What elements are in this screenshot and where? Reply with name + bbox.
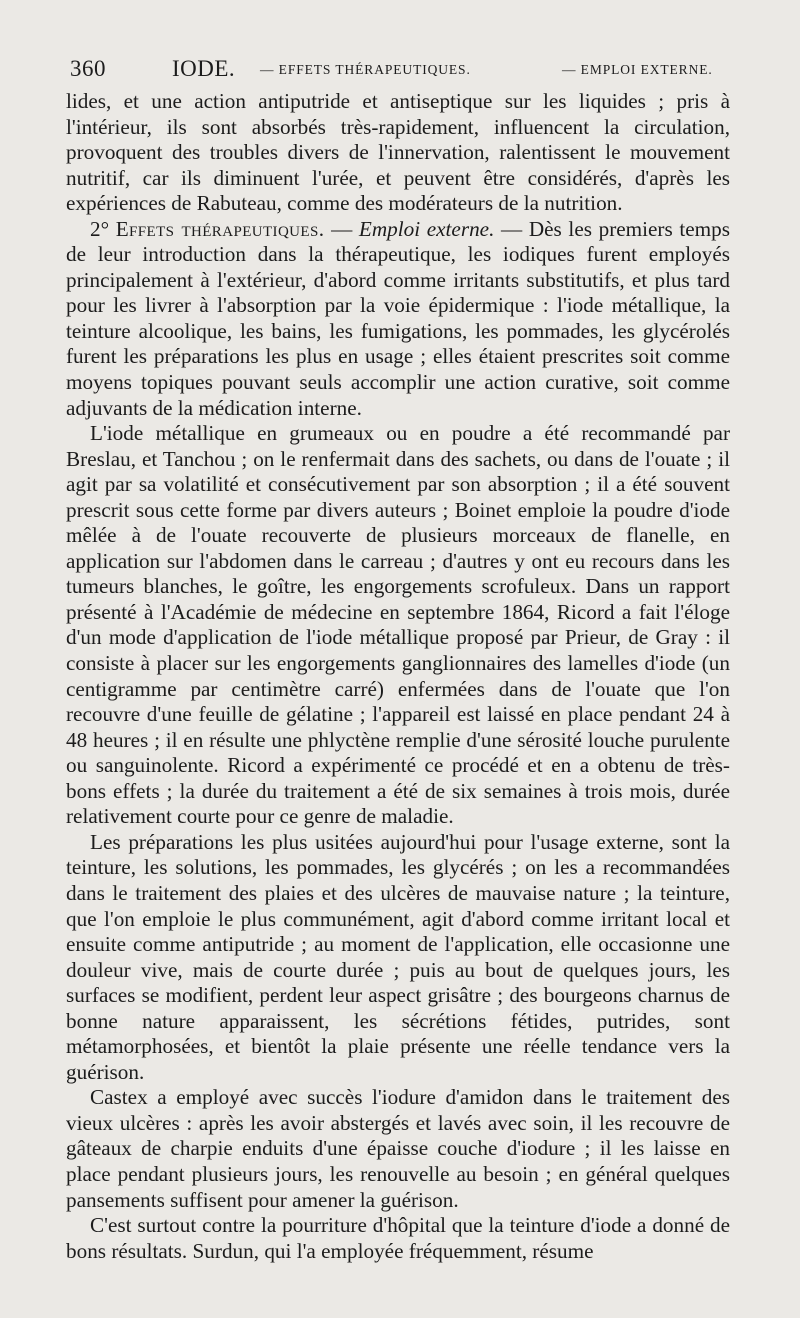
paragraph-text: — Dès les premiers temps de leur introduction dans la thérapeutique, les iodiques furent employés principalement à l'extérieur, d'abord comme irritants substitutifs, et plus tard pour les livrer à l'absorption par la voie épidermique : l'iode métallique, la teinture alcoolique, les bains, les fumigations, les pommades, les glycérolés furent les préparations les plus en usage ; elles étaient prescrites soit comme moyens topiques pouvant seuls accomplir une action curative, soit comme adjuvants de la médication interne. — [66, 216, 730, 420]
section-number: 2° — [90, 216, 110, 241]
running-header — [70, 56, 734, 88]
paragraph-metallic-iodine: L'iode métallique en grumeaux ou en poudre a été recommandé par Breslau, et Tanchou ; on le renfermait dans des sachets, ou dans de l'ouate ; il agit par sa volatilité et consécutivement par son absorption ; il a été souvent prescrit sous cette forme par divers auteurs ; Boinet emploie la poudre d'iode mêlée à de l'ouate recouverte de plusieurs morceaux de flanelle, en application sur l'abdomen dans le carreau ; d'autres y ont eu recours dans les tumeurs blanches, le goître, les engorgements scrofuleux. Dans un rapport présenté à l'Académie de médecine en septembre 1864, Ricord a fait l'éloge d'un mode d'application de l'iode métallique proposé par Prieur, de Gray : il consiste à placer sur les engorgements ganglionnaires des lamelles d'iode (un centigramme par centimètre carré) enfermées dans de l'ouate que l'on recouvre d'une feuille de gélatine ; l'appareil est laissé en place pendant 24 à 48 heures ; il en résulte une phlyctène remplie d'une sérosité louche purulente ou sanguinolente. Ricord a expérimenté ce procédé et en a obtenu de très-bons effets ; la durée du traitement a été de six semaines à trois mois, durée relativement courte pour ce genre de maladie. — [66, 421, 730, 829]
paragraph-preparations: Les préparations les plus usitées aujourd'hui pour l'usage externe, sont la teinture, les solutions, les pommades, les glycérés ; on les a recommandées dans le traitement des plaies et des ulcères de mauvaise nature ; la teinture, que l'on emploie le plus communément, agit d'abord comme irritant local et ensuite comme antiputride ; au moment de l'application, elle occasionne une douleur vive, mais de courte durée ; puis au bout de quelques jours, les surfaces se modifient, perdent leur aspect grisâtre ; des bourgeons charnus de bonne nature apparaissent, les sécrétions fétides, putrides, sont métamorphosées, et bientôt la plaie présente une réelle tendance vers la guérison. — [66, 829, 730, 1084]
paragraph-therapeutic-effects — [66, 217, 730, 421]
header-subsection: — EMPLOI EXTERNE. — [562, 62, 713, 77]
paragraph-castex: Castex a employé avec succès l'iodure d'amidon dans le traitement des vieux ulcères : après les avoir abstergés et lavés avec soin, il les recouvre de gâteaux de charpie enduits d'une épaisse couche d'iodure ; il les laisse en place pendant plusieurs jours, les renouvelle au besoin ; en général quelques pansements suffisent pour amener la guérison. — [66, 1085, 730, 1212]
header-section: — EFFETS THÉRAPEUTIQUES. — [260, 62, 471, 77]
section-heading: Effets thérapeutiques. — [115, 216, 325, 241]
paragraph-continued: lides, et une action antiputride et antiseptique sur les liquides ; pris à l'intérieur, ils sont absorbés très-rapidement, influencent la circulation, provoquent des troubles divers de l'innervation, ralentissent le mouvement nutritif, car ils diminuent l'urée, et peuvent être considérés, d'après les expériences de Rabuteau, comme des modérateurs de la nutrition. — [66, 89, 730, 216]
section-subheading: Emploi externe. — [358, 216, 495, 241]
body-text — [66, 89, 730, 1264]
header-title: IODE. — [172, 56, 236, 81]
paragraph-hospital-rot: C'est surtout contre la pourriture d'hôpital que la teinture d'iode a donné de bons résultats. Surdun, qui l'a employée fréquemment, résume — [66, 1213, 730, 1263]
heading-dash: — — [331, 216, 353, 241]
page-number: 360 — [70, 56, 106, 81]
